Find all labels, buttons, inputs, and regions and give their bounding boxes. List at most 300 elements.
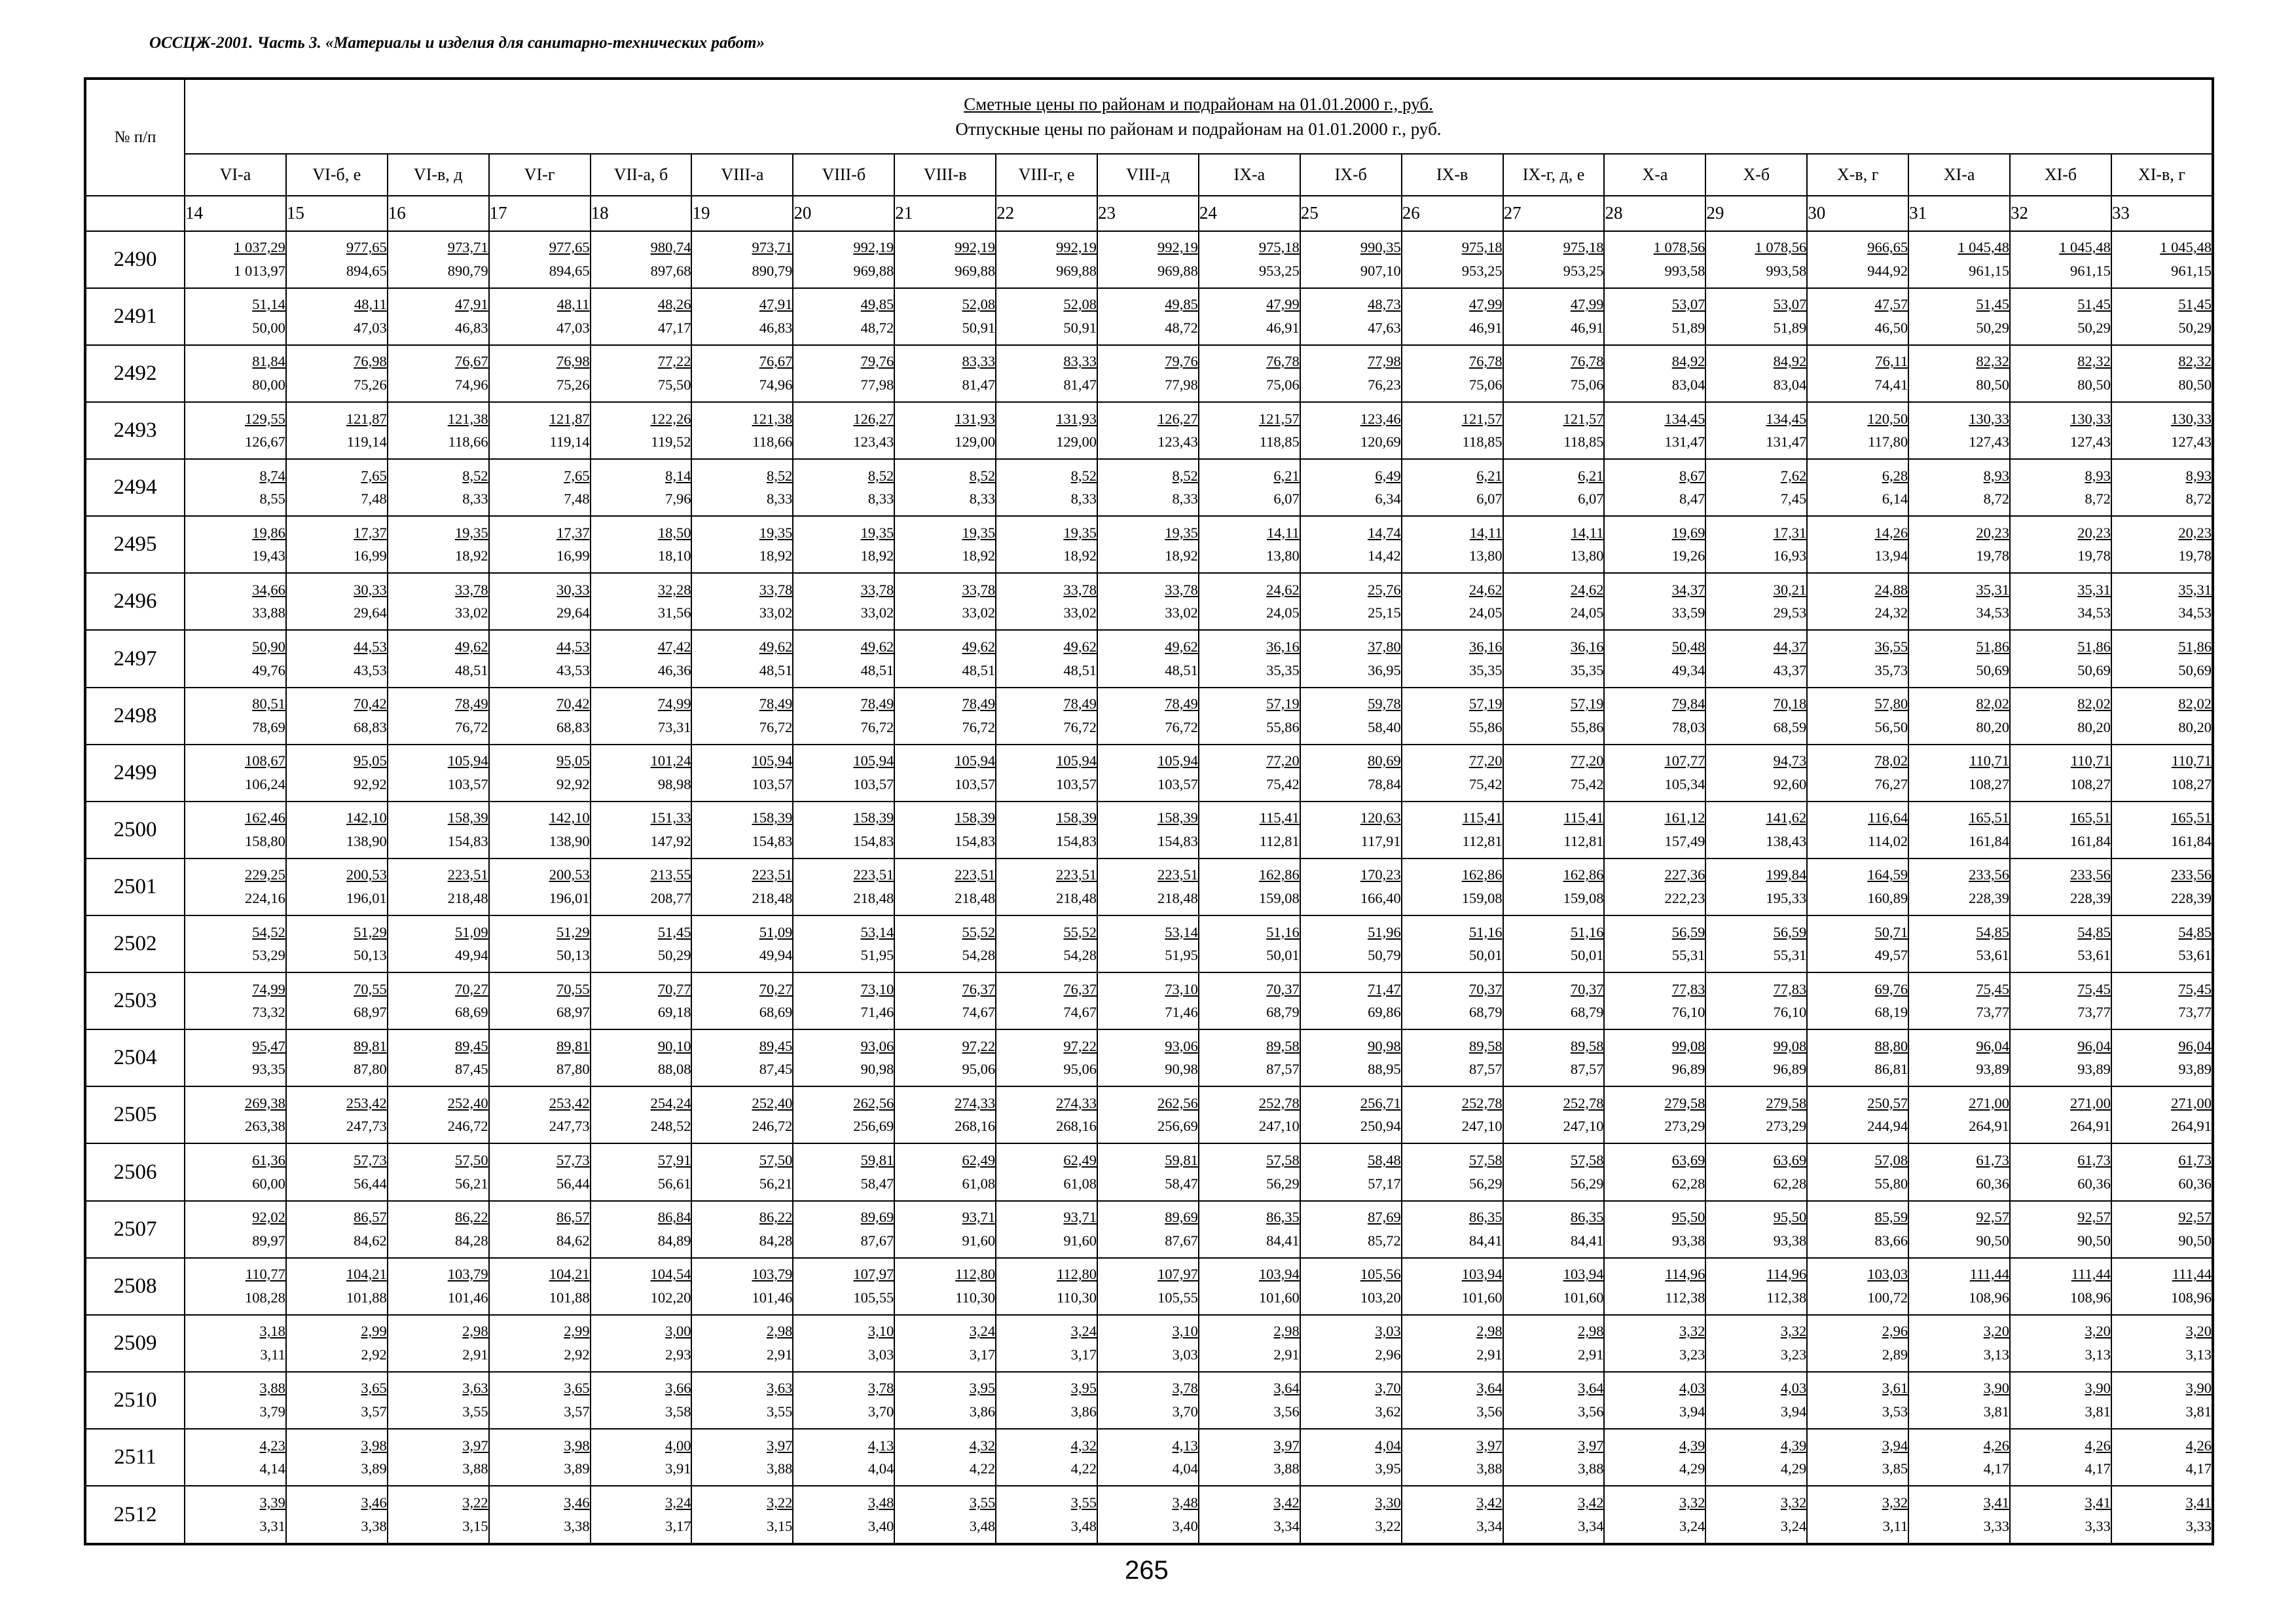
estimated-price: 158,39: [752, 809, 793, 826]
estimated-price: 6,21: [1273, 467, 1300, 484]
price-cell: [1705, 745, 1807, 802]
estimated-price: 86,84: [657, 1209, 691, 1226]
price-cell: [388, 1486, 489, 1544]
wholesale-price: 49,34: [1671, 661, 1705, 678]
price-cell: [894, 1258, 996, 1315]
price-cell: [1604, 1029, 1705, 1086]
wholesale-price: 93,89: [2077, 1061, 2111, 1078]
estimated-price: 103,79: [752, 1266, 793, 1283]
estimated-price: 262,56: [1157, 1094, 1198, 1111]
wholesale-price: 127,43: [1969, 434, 2010, 451]
estimated-price: 62,49: [962, 1152, 996, 1168]
wholesale-price: 75,42: [1266, 775, 1300, 792]
price-cell: [1807, 858, 1908, 915]
estimated-price: 49,85: [860, 296, 894, 313]
wholesale-price: 3,94: [1679, 1403, 1705, 1420]
estimated-price: 3,95: [969, 1380, 996, 1397]
wholesale-price: 81,47: [962, 376, 996, 393]
estimated-price: 3,32: [1780, 1494, 1807, 1511]
price-cell: [1908, 630, 2010, 687]
estimated-price: 3,65: [564, 1380, 590, 1397]
price-cell: [591, 858, 692, 915]
wholesale-price: 112,81: [1563, 832, 1604, 849]
table-title-row: [85, 79, 2213, 154]
price-cell: [1402, 1372, 1503, 1429]
wholesale-price: 273,29: [1664, 1118, 1705, 1135]
price-cell: [1402, 972, 1503, 1029]
price-cell: [1807, 402, 1908, 459]
wholesale-price: 50,29: [657, 947, 691, 964]
estimated-price: 14,26: [1874, 524, 1908, 541]
estimated-price: 7,65: [564, 467, 590, 484]
wholesale-price: 71,46: [1165, 1004, 1198, 1021]
price-cell: [286, 1086, 388, 1143]
price-cell: [1402, 1486, 1503, 1544]
row-number: 2500: [85, 802, 185, 858]
estimated-price: 8,52: [462, 467, 488, 484]
wholesale-price: 953,25: [1258, 262, 1300, 279]
estimated-price: 165,51: [2171, 809, 2212, 826]
price-cell: [2010, 1029, 2111, 1086]
wholesale-price: 68,79: [1468, 1004, 1503, 1021]
wholesale-price: 98,98: [657, 775, 691, 792]
wholesale-price: 62,28: [1671, 1175, 1705, 1192]
estimated-price: 55,52: [962, 923, 996, 940]
wholesale-price: 961,15: [2171, 262, 2212, 279]
wholesale-price: 95,06: [1063, 1061, 1097, 1078]
price-cell: [2111, 802, 2213, 858]
wholesale-price: 50,69: [2077, 661, 2111, 678]
wholesale-price: 105,34: [1664, 775, 1705, 792]
wholesale-price: 3,70: [1172, 1403, 1198, 1420]
price-cell: [185, 1315, 286, 1372]
price-cell: [2010, 1086, 2111, 1143]
page-number: 265: [1125, 1556, 1169, 1585]
estimated-price: 51,86: [2178, 638, 2212, 655]
price-cell: [286, 1372, 388, 1429]
price-cell: [1503, 688, 1605, 745]
wholesale-price: 35,35: [1468, 661, 1503, 678]
estimated-price: 76,67: [759, 353, 793, 370]
price-cell: [894, 402, 996, 459]
price-cell: [1097, 516, 1199, 573]
price-cell: [894, 1429, 996, 1486]
price-cell: [2010, 1143, 2111, 1200]
estimated-price: 121,57: [1258, 410, 1300, 427]
price-cell: [1604, 915, 1705, 972]
estimated-price: 25,76: [1368, 581, 1401, 598]
wholesale-price: 90,50: [2178, 1232, 2212, 1249]
price-cell: [1097, 915, 1199, 972]
wholesale-price: 3,88: [766, 1460, 793, 1477]
wholesale-price: 80,50: [2077, 376, 2111, 393]
wholesale-price: 105,55: [1157, 1289, 1198, 1306]
wholesale-price: 68,79: [1266, 1004, 1300, 1021]
estimated-price: 36,16: [1468, 638, 1503, 655]
estimated-price: 82,02: [2178, 695, 2212, 712]
estimated-price: 134,45: [1664, 410, 1705, 427]
wholesale-price: 247,10: [1563, 1118, 1604, 1135]
price-cell: [1908, 972, 2010, 1029]
estimated-price: 50,90: [252, 638, 285, 655]
estimated-price: 8,52: [969, 467, 996, 484]
estimated-price: 47,99: [1570, 296, 1604, 313]
wholesale-price: 154,83: [1157, 832, 1198, 849]
estimated-price: 115,41: [1563, 809, 1604, 826]
wholesale-price: 19,78: [2077, 547, 2111, 564]
price-cell: [894, 972, 996, 1029]
estimated-price: 82,32: [2178, 353, 2212, 370]
estimated-price: 111,44: [1969, 1266, 2010, 1283]
wholesale-price: 2,91: [1476, 1346, 1503, 1363]
estimated-price: 3,94: [1882, 1437, 1908, 1454]
wholesale-price: 112,81: [1259, 832, 1300, 849]
estimated-price: 51,29: [556, 923, 590, 940]
price-cell: [1097, 858, 1199, 915]
price-cell: [1807, 972, 1908, 1029]
price-cell: [2010, 915, 2111, 972]
estimated-price: 70,27: [759, 980, 793, 997]
wholesale-price: 87,80: [354, 1061, 387, 1078]
estimated-price: 4,32: [1070, 1437, 1097, 1454]
price-cell: [1604, 858, 1705, 915]
wholesale-price: 101,88: [346, 1289, 387, 1306]
price-cell: [1604, 1086, 1705, 1143]
price-cell: [1199, 1029, 1300, 1086]
price-cell: [185, 402, 286, 459]
estimated-price: 89,45: [455, 1037, 488, 1054]
column-number-blank: [85, 196, 185, 231]
region-header: VI-а: [185, 154, 286, 196]
estimated-price: 980,74: [650, 239, 691, 256]
price-cell: [489, 1201, 591, 1258]
estimated-price: 103,94: [1258, 1266, 1300, 1283]
price-cell: [894, 288, 996, 345]
wholesale-price: 68,59: [1773, 718, 1807, 735]
estimated-price: 8,52: [766, 467, 793, 484]
region-header: VI-г: [489, 154, 591, 196]
estimated-price: 17,37: [556, 524, 590, 541]
estimated-price: 158,39: [955, 809, 996, 826]
price-cell: [388, 1315, 489, 1372]
wholesale-price: 3,13: [2085, 1346, 2111, 1363]
region-header: IX-б: [1300, 154, 1402, 196]
estimated-price: 4,03: [1679, 1380, 1705, 1397]
price-cell: [489, 402, 591, 459]
estimated-price: 105,56: [1360, 1266, 1401, 1283]
price-cell: [894, 345, 996, 402]
price-cell: [1402, 1315, 1503, 1372]
price-cell: [185, 745, 286, 802]
region-header: X-в, г: [1807, 154, 1908, 196]
region-header: X-б: [1705, 154, 1807, 196]
price-cell: [1705, 1201, 1807, 1258]
price-cell: [388, 972, 489, 1029]
column-number: 16: [388, 196, 489, 231]
estimated-price: 84,92: [1773, 353, 1807, 370]
estimated-price: 158,39: [1157, 809, 1198, 826]
price-cell: [591, 1429, 692, 1486]
price-cell: [1199, 1315, 1300, 1372]
price-cell: [1908, 1315, 2010, 1372]
estimated-price: 57,58: [1570, 1152, 1604, 1168]
wholesale-price: 33,59: [1671, 604, 1705, 621]
price-cell: [388, 345, 489, 402]
wholesale-price: 48,72: [1165, 319, 1198, 336]
price-cell: [996, 459, 1097, 516]
price-cell: [489, 231, 591, 288]
estimated-price: 3,22: [766, 1494, 793, 1511]
estimated-price: 114,96: [1665, 1266, 1705, 1283]
region-header: VI-б, е: [286, 154, 388, 196]
price-cell: [388, 288, 489, 345]
price-cell: [894, 231, 996, 288]
estimated-price: 252,40: [447, 1094, 488, 1111]
price-cell: [1908, 745, 2010, 802]
wholesale-price: 53,61: [2077, 947, 2111, 964]
price-cell: [286, 1029, 388, 1086]
price-cell: [1705, 688, 1807, 745]
estimated-price: 4,26: [2085, 1437, 2111, 1454]
wholesale-price: 34,53: [1976, 604, 2010, 621]
estimated-price: 96,04: [1976, 1037, 2010, 1054]
price-cell: [793, 915, 894, 972]
wholesale-price: 103,57: [1157, 775, 1198, 792]
estimated-price: 8,93: [2185, 467, 2212, 484]
price-cell: [1503, 516, 1605, 573]
price-cell: [1604, 459, 1705, 516]
price-cell: [591, 745, 692, 802]
wholesale-price: 80,20: [1976, 718, 2010, 735]
row-number: 2511: [85, 1429, 185, 1486]
wholesale-price: 3,86: [969, 1403, 996, 1420]
price-cell: [1705, 1372, 1807, 1429]
estimated-price: 158,39: [1056, 809, 1097, 826]
wholesale-price: 60,36: [2077, 1175, 2111, 1192]
wholesale-price: 3,13: [2185, 1346, 2212, 1363]
estimated-price: 115,41: [1259, 809, 1300, 826]
wholesale-price: 76,72: [455, 718, 488, 735]
wholesale-price: 73,77: [1976, 1004, 2010, 1021]
table-row: [85, 802, 2213, 858]
price-cell: [388, 802, 489, 858]
price-cell: [1503, 402, 1605, 459]
wholesale-price: 87,80: [556, 1061, 590, 1078]
estimated-price: 977,65: [346, 239, 387, 256]
estimated-price: 14,11: [1571, 524, 1604, 541]
estimated-price: 78,49: [455, 695, 488, 712]
estimated-price: 97,22: [962, 1037, 996, 1054]
price-cell: [591, 1029, 692, 1086]
price-cell: [489, 288, 591, 345]
wholesale-price: 18,92: [1165, 547, 1198, 564]
wholesale-price: 68,97: [354, 1004, 387, 1021]
estimated-price: 121,38: [752, 410, 793, 427]
estimated-price: 92,57: [1976, 1209, 2010, 1226]
price-cell: [591, 1201, 692, 1258]
price-cell: [185, 231, 286, 288]
price-cell: [1705, 802, 1807, 858]
table-title: [185, 79, 2213, 154]
wholesale-price: 138,90: [346, 832, 387, 849]
price-cell: [1604, 516, 1705, 573]
wholesale-price: 228,39: [1969, 889, 2010, 906]
estimated-price: 86,35: [1570, 1209, 1604, 1226]
price-cell: [894, 915, 996, 972]
estimated-price: 57,19: [1468, 695, 1503, 712]
estimated-price: 75,45: [2178, 980, 2212, 997]
wholesale-price: 159,08: [1563, 889, 1604, 906]
price-cell: [185, 459, 286, 516]
estimated-price: 99,08: [1773, 1037, 1807, 1054]
estimated-price: 86,22: [455, 1209, 488, 1226]
estimated-price: 89,69: [1165, 1209, 1198, 1226]
row-number: 2508: [85, 1258, 185, 1315]
price-cell: [1604, 630, 1705, 687]
wholesale-price: 46,91: [1468, 319, 1503, 336]
estimated-price: 59,81: [860, 1152, 894, 1168]
price-cell: [489, 915, 591, 972]
price-cell: [996, 231, 1097, 288]
estimated-price: 3,30: [1375, 1494, 1401, 1511]
price-cell: [1503, 459, 1605, 516]
row-number: 2492: [85, 345, 185, 402]
estimated-price: 50,48: [1671, 638, 1705, 655]
estimated-price: 70,55: [556, 980, 590, 997]
wholesale-price: 264,91: [2171, 1118, 2212, 1135]
wholesale-price: 108,96: [1969, 1289, 2010, 1306]
table-row: [85, 345, 2213, 402]
estimated-price: 142,10: [549, 809, 590, 826]
estimated-price: 61,73: [2077, 1152, 2111, 1168]
estimated-price: 93,71: [1063, 1209, 1097, 1226]
estimated-price: 200,53: [346, 866, 387, 883]
estimated-price: 35,31: [2077, 581, 2111, 598]
price-cell: [793, 745, 894, 802]
estimated-price: 3,97: [1273, 1437, 1300, 1454]
wholesale-price: 43,53: [556, 661, 590, 678]
wholesale-price: 218,48: [447, 889, 488, 906]
wholesale-price: 50,29: [1976, 319, 2010, 336]
region-header: XI-а: [1908, 154, 2010, 196]
price-cell: [1503, 1315, 1605, 1372]
wholesale-price: 93,38: [1671, 1232, 1705, 1249]
wholesale-price: 33,02: [1063, 604, 1097, 621]
price-cell: [185, 1086, 286, 1143]
price-cell: [1503, 345, 1605, 402]
price-cell: [591, 459, 692, 516]
wholesale-price: 18,92: [759, 547, 793, 564]
price-cell: [793, 1486, 894, 1544]
wholesale-price: 246,72: [752, 1118, 793, 1135]
price-cell: [691, 1258, 793, 1315]
price-cell: [1402, 459, 1503, 516]
price-cell: [1402, 1086, 1503, 1143]
wholesale-price: 18,10: [657, 547, 691, 564]
estimated-price: 63,69: [1773, 1152, 1807, 1168]
wholesale-price: 154,83: [853, 832, 894, 849]
estimated-price: 78,49: [860, 695, 894, 712]
price-cell: [1503, 1201, 1605, 1258]
price-cell: [691, 1086, 793, 1143]
wholesale-price: 46,36: [657, 661, 691, 678]
price-cell: [894, 1029, 996, 1086]
wholesale-price: 51,95: [1165, 947, 1198, 964]
price-cell: [2010, 802, 2111, 858]
wholesale-price: 60,00: [252, 1175, 285, 1192]
estimated-price: 2,98: [1476, 1323, 1503, 1340]
price-cell: [894, 630, 996, 687]
price-cell: [388, 1086, 489, 1143]
row-number: 2505: [85, 1086, 185, 1143]
price-cell: [2111, 1315, 2213, 1372]
estimated-price: 49,62: [962, 638, 996, 655]
price-cell: [388, 1429, 489, 1486]
wholesale-price: 101,60: [1563, 1289, 1604, 1306]
price-cell: [1199, 459, 1300, 516]
estimated-price: 76,11: [1875, 353, 1908, 370]
wholesale-price: 123,43: [1157, 434, 1198, 451]
estimated-price: 4,39: [1780, 1437, 1807, 1454]
wholesale-price: 84,62: [556, 1232, 590, 1249]
price-cell: [1300, 1486, 1402, 1544]
estimated-price: 89,81: [354, 1037, 387, 1054]
estimated-price: 274,33: [1056, 1094, 1097, 1111]
wholesale-price: 118,66: [448, 434, 488, 451]
estimated-price: 86,35: [1266, 1209, 1300, 1226]
wholesale-price: 50,13: [556, 947, 590, 964]
wholesale-price: 48,51: [455, 661, 488, 678]
wholesale-price: 3,81: [2185, 1403, 2212, 1420]
estimated-price: 14,74: [1368, 524, 1401, 541]
wholesale-price: 103,57: [1056, 775, 1097, 792]
estimated-price: 992,19: [955, 239, 996, 256]
wholesale-price: 78,84: [1368, 775, 1401, 792]
wholesale-price: 110,30: [955, 1289, 996, 1306]
wholesale-price: 88,08: [657, 1061, 691, 1078]
wholesale-price: 993,58: [1766, 262, 1807, 279]
estimated-price: 3,63: [766, 1380, 793, 1397]
wholesale-price: 46,91: [1570, 319, 1604, 336]
estimated-price: 19,35: [860, 524, 894, 541]
price-cell: [1604, 345, 1705, 402]
estimated-price: 3,48: [1172, 1494, 1198, 1511]
price-cell: [489, 1258, 591, 1315]
price-cell: [691, 688, 793, 745]
price-cell: [1604, 573, 1705, 630]
estimated-price: 105,94: [853, 752, 894, 769]
price-cell: [489, 1029, 591, 1086]
estimated-price: 82,32: [2077, 353, 2111, 370]
price-cell: [2010, 345, 2111, 402]
price-cell: [591, 630, 692, 687]
price-cell: [1097, 573, 1199, 630]
estimated-price: 79,76: [860, 353, 894, 370]
price-cell: [1503, 1086, 1605, 1143]
price-cell: [996, 516, 1097, 573]
price-cell: [1705, 288, 1807, 345]
price-cell: [1199, 345, 1300, 402]
wholesale-price: 51,89: [1773, 319, 1807, 336]
wholesale-price: 76,72: [1063, 718, 1097, 735]
estimated-price: 95,47: [252, 1037, 285, 1054]
estimated-price: 162,46: [245, 809, 285, 826]
estimated-price: 48,26: [657, 296, 691, 313]
estimated-price: 4,03: [1780, 1380, 1807, 1397]
row-number: 2502: [85, 915, 185, 972]
wholesale-price: 247,10: [1258, 1118, 1300, 1135]
price-cell: [1705, 630, 1807, 687]
